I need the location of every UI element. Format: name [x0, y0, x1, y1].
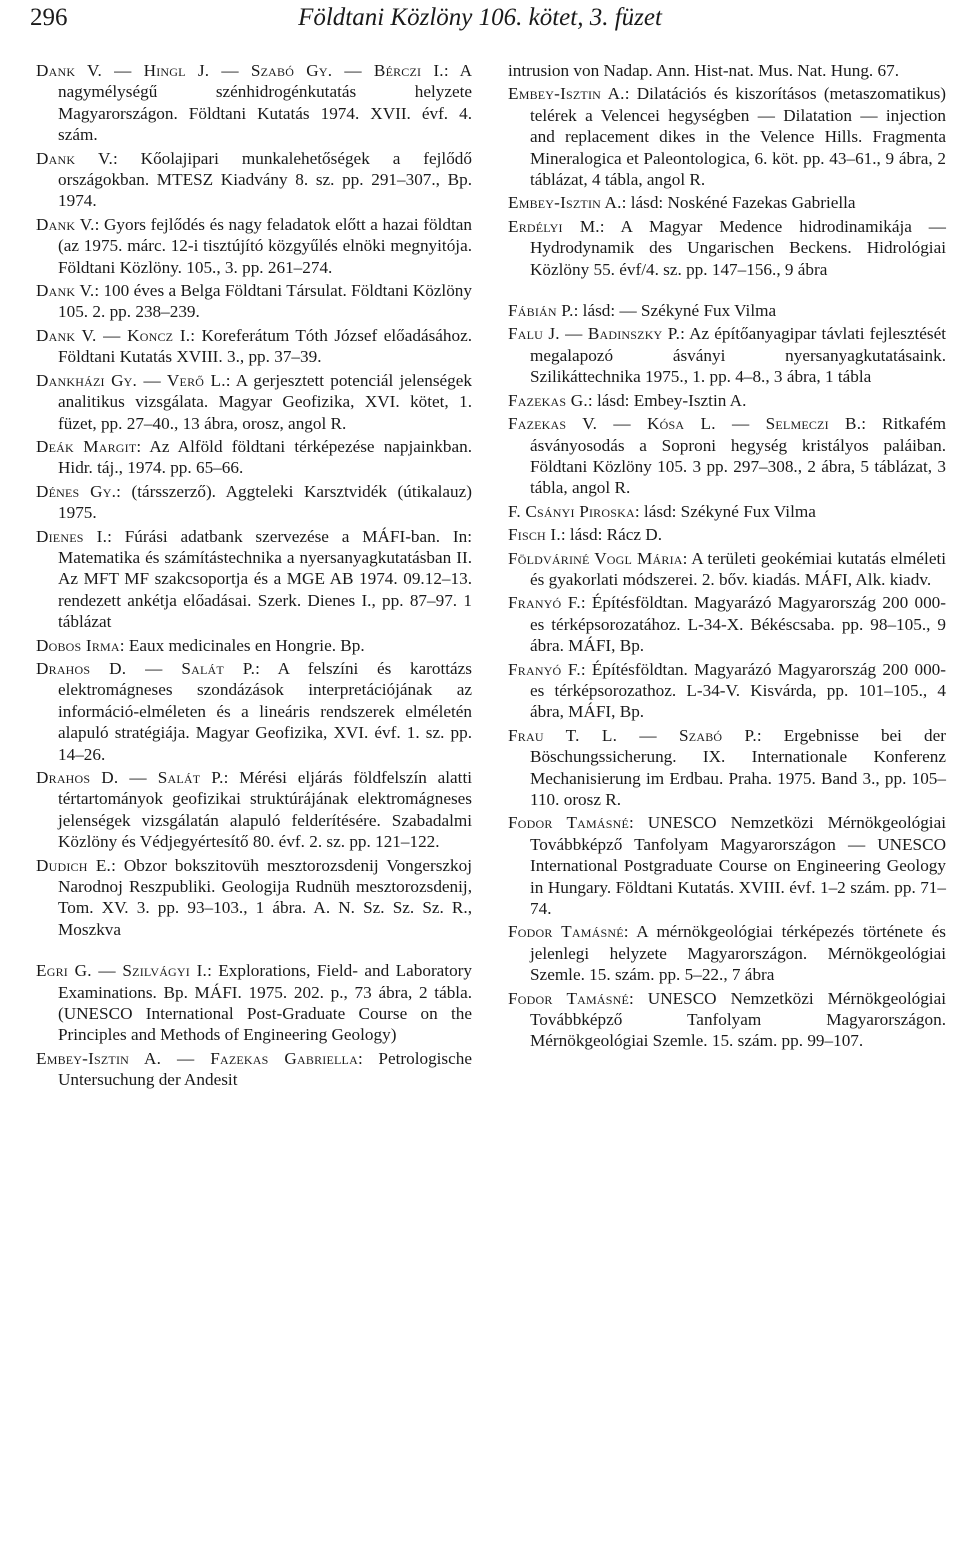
entry-text: : A felszíni és karottázs elektromágneses szondázások interpretációjának az információ-elméleten és a lineáris rendszerek elméletén alapuló stratégiája. Magyar Geofizika, XVI. évf. 1. sz. pp. 14–26.	[58, 658, 472, 764]
entry-author: Dankházi Gy. — Verő L.	[36, 370, 226, 390]
bibliography-entry	[36, 658, 472, 765]
entry-text: : Építésföldtan. Magyarázó Magyarország 200 000-es térképsorozathoz. L-34-V. Kisvárda, pp. 101–105., 4 ábra, MÁFI, Bp.	[530, 659, 946, 722]
entry-text: : UNESCO Nemzetközi Mérnökgeológiai Továbbképző Tanfolyam Magyarországon. Mérnökgeológiai Szemle. 15. szám. pp. 99–107.	[530, 988, 946, 1051]
entry-text: : A területi geokémiai kutatás elméleti és gyakorlati módszerei. 2. bőv. kiadás. MÁFI, Alk. kiadv.	[530, 548, 946, 589]
entry-author: Drahos D. — Salát P.	[36, 658, 256, 678]
right-column	[508, 60, 946, 1054]
bibliography-entry	[36, 60, 472, 146]
bibliography-entry	[508, 413, 946, 499]
entry-text: : A gerjesztett potenciál jelenségek analitikus vizsgálata. Magyar Geofizika, XVI. kötet, 1. füzet, pp. 27–40., 13 ábra, orosz, angol R.	[58, 370, 472, 433]
entry-author: Fodor Tamásné	[508, 922, 624, 942]
entry-author: Dienes I.	[36, 526, 108, 546]
entry-author: Egri G. — Szilvágyi I.	[36, 961, 208, 981]
entry-author: Franyó F.	[508, 593, 581, 613]
entry-author: Dobos Irma	[36, 635, 120, 655]
bibliography-entry	[508, 390, 946, 411]
entry-author: Dénes Gy.	[36, 481, 117, 501]
bibliography-entry	[36, 148, 472, 212]
bibliography-entry	[508, 592, 946, 656]
entry-author: Embey-Isztin A.	[508, 193, 622, 213]
entry-author: Embey-Isztin A.	[508, 84, 625, 104]
bibliography-entry	[508, 988, 946, 1052]
entry-text: : Az építőanyagipar távlati fejlesztését megalapozó ásványi nyersanyagkutatásaink. Szilikáttechnika 1975., 1. pp. 4–8., 3 ábra, 1 tábla	[530, 324, 946, 387]
bibliography-entry	[36, 436, 472, 479]
bibliography-entry	[508, 659, 946, 723]
entry-author: Fisch I.	[508, 525, 561, 545]
bibliography-entry	[508, 216, 946, 280]
entry-text: : Ritkafém ásványosodás a Soproni hegység kristályos paláiban. Földtani Közlöny 105. 3 pp. 297–308., 2 ábra, 5 táblázat, 3 tábla, angol R.	[530, 414, 946, 498]
bibliography-entry	[36, 325, 472, 368]
entry-text: : Obzor bokszitovüh mesztorozsdenij Vongerszkoj Narodnoj Reszpubliki. Geologija Rudnüh mesztorozsdenij, Tom. XV. 3. pp. 93–103., 1 ábra. A. N. Sz. Sz. Sz. R., Moszkva	[58, 855, 472, 939]
bibliography-entry	[508, 83, 946, 190]
entry-text: : Építésföldtan. Magyarázó Magyarország 200 000-es térképsorozatához. L-34-X. Békéscsaba. pp. 98–105., 9 ábra. MÁFI, Bp.	[530, 593, 946, 656]
bibliography-entry	[36, 214, 472, 278]
entry-text: : A Magyar Medence hidrodinamikája — Hydrodynamik des Ungarischen Beckens. Hidrológiai Közlöny 55. évf/4. sz. pp. 147–156., 9 ábra	[530, 216, 946, 279]
entry-author: Dudich E.	[36, 855, 112, 875]
page-number: 296	[30, 4, 68, 31]
bibliography-entry	[508, 192, 946, 213]
entry-text: : Gyors fejlődés és nagy feladatok előtt a hazai földtan (az 1975. márc. 12-i tisztújító közgyűlés elnöki megnyitója. Földtani Közlöny. 105., 3. pp. 261–274.	[58, 214, 472, 277]
bibliography-entry	[36, 280, 472, 323]
bibliography-entry	[508, 300, 946, 321]
entry-text: : UNESCO Nemzetközi Mérnökgeológiai Továbbképző Tanfolyam Magyarországon — UNESCO International Postgraduate Course on Engineering Geology in Hungary. Földtani Kutatás. XVIII. évf. 1–2 szám. pp. 71–74.	[530, 813, 946, 919]
bibliography-entry	[36, 960, 472, 1046]
running-title: Földtani Közlöny 106. kötet, 3. füzet	[298, 4, 662, 31]
entry-text: : Koreferátum Tóth József előadásához. Földtani Kutatás XVIII. 3., pp. 37–39.	[58, 325, 472, 367]
bibliography-entry	[36, 481, 472, 524]
entry-author: Földváriné Vogl Mária	[508, 548, 683, 568]
entry-author: Dank V. — Koncz I.	[36, 325, 191, 345]
bibliography-entry	[36, 855, 472, 941]
entry-text: : Eaux medicinales en Hongrie. Bp.	[119, 635, 365, 655]
bibliography-entry	[508, 921, 946, 985]
entry-text: : lásd: Noskéné Fazekas Gabriella	[621, 193, 856, 213]
entry-text: : lásd: Rácz D.	[560, 525, 663, 545]
bibliography-entry	[508, 524, 946, 545]
bibliography-entry	[508, 501, 946, 522]
entry-author: Fodor Tamásné	[508, 813, 630, 833]
entry-author: Embey-Isztin A. — Fazekas Gabriella	[36, 1048, 358, 1068]
entry-author: Fodor Tamásné	[508, 988, 630, 1008]
entry-text: : Explorations, Field- and Laboratory Examinations. Bp. MÁFI. 1975. 202. p., 73 ábra, 2 tábla. (UNESCO International Post-Graduate Course on the Principles and Methods of Engineering Geology)	[58, 961, 472, 1045]
entry-text: : Dilatációs és kiszorításos (metaszomatikus) telérek a Velencei hegységben — Dilatation — injection and replacement dikes in the Velence Hills. Fragmenta Mineralogica et Paleontologica, 6. köt. pp. 43–61., 9 ábra, 2 táblázat, 4 tábla, angol R.	[530, 84, 946, 190]
entry-author: Fábián P.	[508, 301, 574, 321]
bibliography-entry	[508, 323, 946, 387]
entry-text: : lásd: Székyné Fux Vilma	[634, 501, 816, 521]
entry-author: Falu J. — Badinszky P.	[508, 324, 681, 344]
left-column	[36, 60, 472, 1093]
page-header	[30, 4, 930, 40]
entry-text: : A mérnökgeológiai térképezés története és jelenlegi helyzete Magyarországon. Mérnökgeológiai Szemle. 15. szám. pp. 5–22., 7 ábra	[530, 922, 946, 985]
entry-text: : Petrologische Untersuchung der Andesit	[58, 1048, 472, 1090]
entry-author: Erdélyi M.	[508, 216, 600, 236]
entry-author: Dank V.	[36, 281, 95, 301]
entry-text: : Kőolajipari munkalehetőségek a fejlődő országokban. MTESZ Kiadvány 8. sz. pp. 291–307., Bp. 1974.	[58, 148, 472, 211]
entry-author: Franyó F.	[508, 659, 581, 679]
bibliography-entry	[508, 548, 946, 591]
entry-author: Dank V. — Hingl J. — Szabó Gy. — Bérczi I.	[36, 61, 444, 80]
entry-author: Dank V.	[36, 214, 95, 234]
entry-text: : A nagymélységű szénhidrogénkutatás helyzete Magyarországon. Földtani Kutatás 1974. XVII. évf. 4. szám.	[58, 61, 472, 145]
bibliography-entry	[36, 635, 472, 656]
entry-text: : 100 éves a Belga Földtani Társulat. Földtani Közlöny 105. 2. pp. 238–239.	[58, 281, 472, 322]
bibliography-entry	[508, 725, 946, 811]
entry-text: : Ergebnisse bei der Böschungssicherung. IX. Internationale Konferenz Mechanisierung im Erdbau. Praha. 1975. Band 3., pp. 105–110. orosz R.	[530, 725, 946, 809]
entry-text: : Mérési eljárás földfelszín alatti tértartományok geofizikai struktúrájának elektromágneses jelenségek vizsgálatán alapuló felderítésére. Szabadalmi Közlöny és Védjegyértesítő 80. évf. 2. sz. pp. 121–122.	[58, 768, 472, 852]
entry-author: Drahos D. — Salát P.	[36, 768, 224, 787]
bibliography-entry	[36, 526, 472, 633]
entry-author: F. Csányi Piroska	[508, 501, 635, 521]
entry-text: : Az Alföld földtani térképezése napjainkban. Hidr. táj., 1974. pp. 65–66.	[58, 436, 472, 478]
entry-author: Frau T. L. — Szabó P.	[508, 725, 757, 745]
bibliography-entry	[36, 767, 472, 853]
bibliography-entry	[508, 812, 946, 919]
entry-text: : (társszerző). Aggteleki Karsztvidék (útikalauz) 1975.	[58, 481, 472, 523]
bibliography-entry	[36, 1048, 472, 1091]
bibliography-entry	[36, 370, 472, 434]
entry-author: Fazekas G.	[508, 390, 588, 410]
entry-text: intrusion von Nadap. Ann. Hist-nat. Mus. Nat. Hung. 67.	[508, 61, 899, 80]
entry-author: Deák Margit	[36, 436, 137, 456]
entry-author: Dank V.	[36, 148, 113, 168]
entry-author: Fazekas V. — Kósa L. — Selmeczi B.	[508, 414, 862, 434]
entry-text: : Fúrási adatbank szervezése a MÁFI-ban. In: Matematika és számítástechnika a nyersanyagkutatásban II. Az MFT MF szakcsoportja és a MGE AB 1974. 09.12–13. rendezett ankétja előadásai. Szerk. Dienes I., pp. 87–97. 1 táblázat	[58, 526, 472, 632]
bibliography-entry	[508, 60, 946, 81]
entry-text: : lásd: Embey-Isztin A.	[587, 390, 747, 410]
entry-text: : lásd: — Székyné Fux Vilma	[573, 301, 777, 321]
